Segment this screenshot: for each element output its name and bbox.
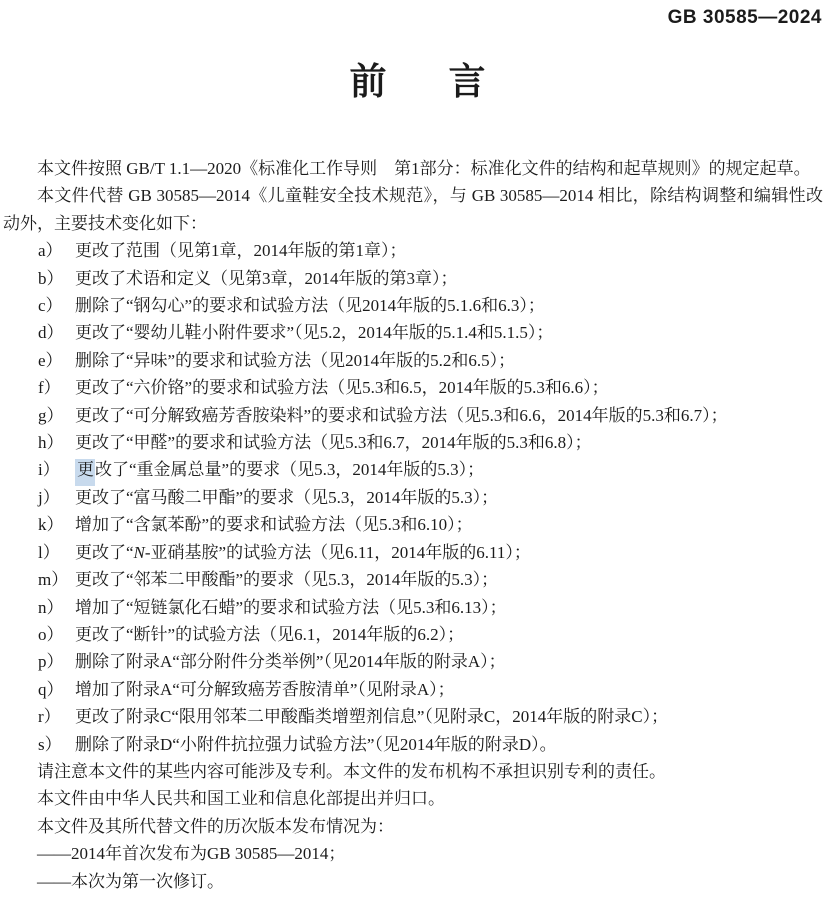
change-item-label: g） [38, 405, 64, 425]
change-item [38, 484, 823, 511]
change-item [38, 676, 823, 703]
change-item [38, 265, 823, 292]
change-item-text [75, 484, 823, 511]
change-item-text [75, 402, 823, 429]
text-segment: 删除了“异味”的要求和试验方法（见2014年版的5.2和6.5）； [75, 350, 516, 370]
highlighted-text: 更 [75, 459, 95, 486]
change-item [38, 539, 823, 566]
change-item [38, 511, 823, 538]
change-item-text [75, 237, 823, 264]
change-item-label: c） [38, 296, 63, 316]
text-segment: 更改了“婴幼儿鞋小附件要求”（见5.2，2014年版的5.1.4和5.1.5）； [75, 323, 554, 343]
change-item-text [75, 676, 823, 703]
change-item-label: o） [38, 624, 64, 644]
text-segment: 更改了“六价铬”的要求和试验方法（见5.3和6.5，2014年版的5.3和6.6）； [75, 378, 609, 398]
paragraph-replaces-edition: 本文件代替 GB 30585—2014《儿童鞋安全技术规范》，与 GB 30585—2014 相比，除结构调整和编辑性改动外，主要技术变化如下： [3, 186, 823, 233]
paragraph-patent-notice: 请注意本文件的某些内容可能涉及专利。本文件的发布机构不承担识别专利的责任。 [37, 761, 666, 781]
text-segment: 更改了“甲醛”的要求和试验方法（见5.3和6.7，2014年版的5.3和6.8）； [75, 433, 592, 453]
change-item-text [75, 703, 823, 730]
change-item [38, 566, 823, 593]
change-item-label: s） [38, 734, 62, 754]
text-segment: 增加了附录A“可分解致癌芳香胺清单”（见附录A）； [75, 679, 455, 699]
text-segment: 更改了“邻苯二甲酸酯”的要求（见5.3，2014年版的5.3）； [75, 570, 499, 590]
text-segment: 更改了范围（见第1章，2014年版的第1章）； [75, 241, 407, 261]
page-title-char-2: 言 [448, 61, 486, 102]
change-item-label: n） [38, 597, 64, 617]
change-item-label: m） [38, 570, 69, 590]
change-item-label: r） [38, 707, 61, 727]
page-title-char-1: 前 [349, 61, 387, 102]
change-item-text [75, 731, 823, 758]
text-segment: 改了“重金属总量”的要求（见5.3，2014年版的5.3）； [95, 460, 485, 480]
change-item-label: e） [38, 350, 63, 370]
change-item-label: q） [38, 679, 64, 699]
change-item-label: h） [38, 433, 64, 453]
text-segment: 更改了“可分解致癌芳香胺染料”的要求和试验方法（见5.3和6.6，2014年版的5.3和6.7）； [75, 405, 728, 425]
doc-number: GB 30585—2024 [667, 7, 822, 28]
change-item-label: f） [38, 378, 61, 398]
change-item-text [75, 319, 823, 346]
change-item-text [75, 347, 823, 374]
text-segment: 删除了附录A“部分附件分类举例”（见2014年版的附录A）； [75, 652, 506, 672]
change-item [38, 731, 823, 758]
text-segment: 增加了“含氯苯酚”的要求和试验方法（见5.3和6.10）； [75, 515, 473, 535]
change-item-label: p） [38, 652, 64, 672]
change-item [38, 237, 823, 264]
change-item-text [75, 594, 823, 621]
change-item-text [75, 429, 823, 456]
change-item-text [75, 265, 823, 292]
change-item-text [75, 539, 823, 566]
change-item-text [75, 621, 823, 648]
history-item-first-revision: ——本次为第一次修订。 [37, 871, 224, 891]
text-segment: -亚硝基胺”的试验方法（见6.11，2014年版的6.11）； [144, 542, 531, 562]
text-segment: 删除了附录D“小附件抗拉强力试验方法”（见2014年版的附录D）。 [75, 734, 557, 754]
change-item-text [75, 456, 823, 483]
change-item [38, 374, 823, 401]
change-item-text [75, 566, 823, 593]
text-segment: 更改了“富马酸二甲酯”的要求（见5.3，2014年版的5.3）； [75, 487, 499, 507]
change-item-label: j） [38, 487, 60, 507]
text-segment: 删除了“钢勾心”的要求和试验方法（见2014年版的5.1.6和6.3）； [75, 296, 545, 316]
change-item [38, 621, 823, 648]
change-item [38, 319, 823, 346]
foreword-body [3, 155, 823, 895]
change-item [38, 648, 823, 675]
change-item [38, 429, 823, 456]
paragraph-drafting-rules: 本文件按照 GB/T 1.1—2020《标准化工作导则 第1部分：标准化文件的结构和起草规则》的规定起草。 [37, 159, 811, 178]
change-item [38, 292, 823, 319]
change-item [38, 402, 823, 429]
change-item-text [75, 374, 823, 401]
change-item-text [75, 292, 823, 319]
change-item [38, 456, 823, 483]
change-item-label: l） [38, 542, 60, 562]
change-item-label: a） [38, 241, 63, 261]
change-item-label: i） [38, 460, 60, 480]
change-item [38, 347, 823, 374]
text-segment: 更改了附录C“限用邻苯二甲酸酯类增塑剂信息”（见附录C，2014年版的附录C）； [75, 707, 669, 727]
text-segment: 更改了“ [75, 542, 134, 562]
history-item-first-publication: ——2014年首次发布为GB 30585—2014； [37, 844, 346, 864]
text-segment: 增加了“短链氯化石蜡”的要求和试验方法（见5.3和6.13）； [75, 597, 507, 617]
text-segment: N [133, 542, 145, 562]
text-segment: 更改了术语和定义（见第3章，2014年版的第3章）； [75, 268, 458, 288]
text-segment: 更改了“断针”的试验方法（见6.1，2014年版的6.2）； [75, 624, 465, 644]
change-item-label: d） [38, 323, 64, 343]
change-item [38, 703, 823, 730]
change-item-label: k） [38, 515, 64, 535]
paragraph-issuing-body: 本文件由中华人民共和国工业和信息化部提出并归口。 [37, 789, 445, 809]
change-item-label: b） [38, 268, 64, 288]
change-item-text [75, 511, 823, 538]
changes-list [3, 237, 823, 758]
change-item [38, 594, 823, 621]
paragraph-history-intro: 本文件及其所代替文件的历次版本发布情况为： [37, 816, 394, 836]
change-item-text [75, 648, 823, 675]
page-title [0, 60, 835, 104]
